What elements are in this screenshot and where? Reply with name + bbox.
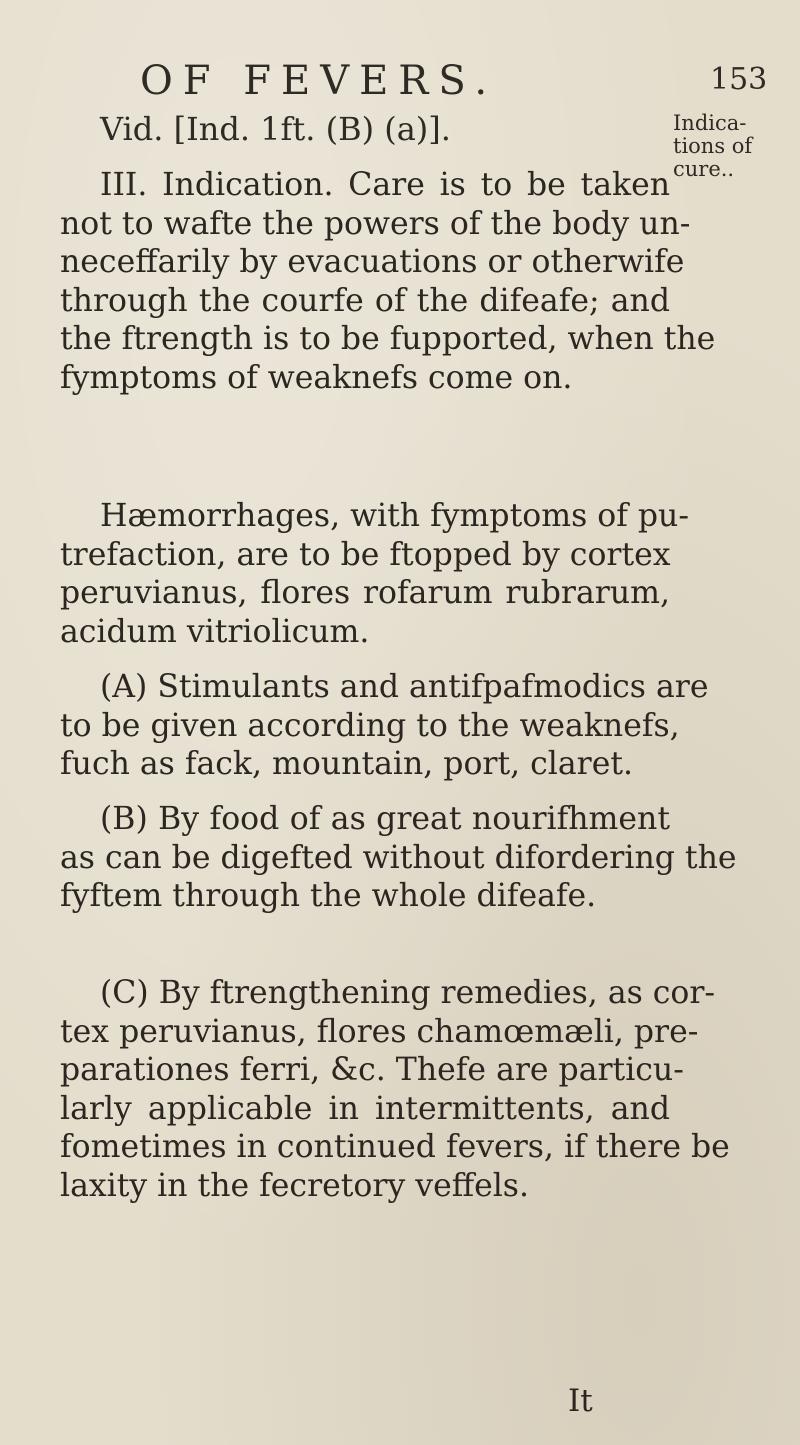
text-line: tex peruvianus, flores chamœmæli, pre- <box>60 1013 699 1050</box>
text-line: to be given according to the weaknefs, <box>60 707 680 744</box>
marginal-note-line: Indica- <box>673 111 747 135</box>
paragraph-a <box>60 668 709 784</box>
text-line: not to wafte the powers of the body un- <box>60 205 691 242</box>
text-line: parationes ferri, &c. Thefe are particu- <box>60 1052 684 1088</box>
paragraph-haemorrhages <box>60 497 689 651</box>
text-line: as can be digefted without difordering the <box>60 839 737 876</box>
page-number: 153 <box>710 62 768 97</box>
text-line: (C) By ftrengthening remedies, as cor- <box>100 975 716 1011</box>
marginal-note-line: cure.. <box>673 157 735 181</box>
text-line: Hæmorrhages, with fymptoms of pu- <box>100 498 689 534</box>
text-line: fuch as fack, mountain, port, claret. <box>60 746 634 782</box>
paragraph-indication <box>60 166 716 397</box>
cross-reference: Vid. [Ind. 1ft. (B) (a)]. <box>100 110 451 148</box>
text-line: the ftrength is to be fupported, when the <box>60 321 716 357</box>
text-line: peruvianus, flores rofarum rubrarum, <box>60 575 670 611</box>
text-line: III. Indication. Care is to be taken <box>100 167 670 203</box>
text-line: larly applicable in intermittents, and <box>60 1090 670 1127</box>
catchword: It <box>568 1383 593 1419</box>
text-line: fymptoms of weaknefs come on. <box>60 359 573 396</box>
running-head: OF FEVERS. <box>140 58 498 104</box>
text-line: neceffarily by evacuations or otherwife <box>60 244 685 280</box>
text-line: (A) Stimulants and antifpafmodics are <box>100 669 709 705</box>
text-line: trefaction, are to be ftopped by cortex <box>60 536 671 573</box>
marginal-note <box>673 112 793 181</box>
text-line: through the courfe of the difeafe; and <box>60 282 670 319</box>
text-line: acidum vitriolicum. <box>60 613 370 650</box>
text-line: fyftem through the whole difeafe. <box>60 878 597 914</box>
paragraph-b <box>60 800 737 916</box>
text-line: laxity in the fecretory veffels. <box>60 1167 529 1204</box>
text-line: (B) By food of as great nourifhment <box>100 801 670 837</box>
paragraph-c <box>60 974 730 1205</box>
text-line: fometimes in continued fevers, if there be <box>60 1129 730 1165</box>
marginal-note-line: tions of <box>673 134 753 158</box>
